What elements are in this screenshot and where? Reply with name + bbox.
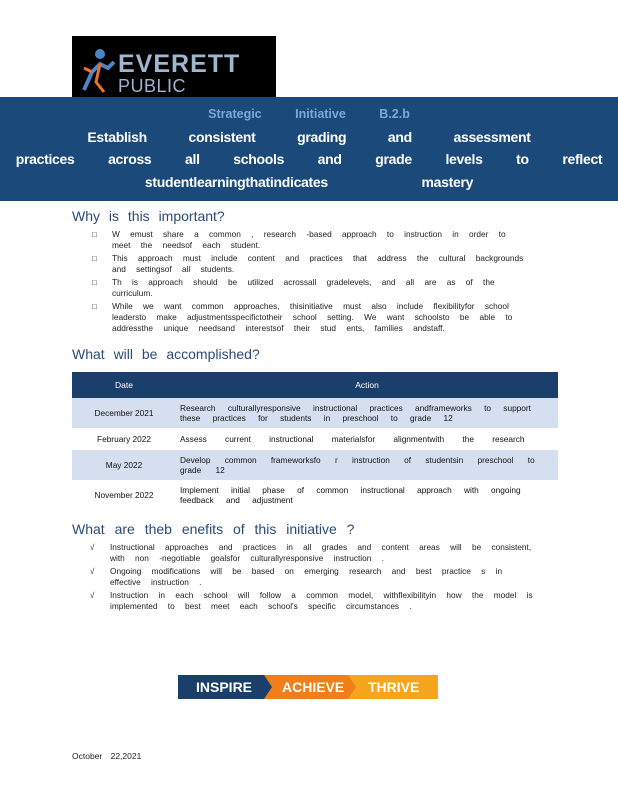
column-header-date: Date <box>72 372 176 398</box>
banner-line-3: studentlearningthatindicates mastery <box>144 174 474 190</box>
table-row <box>72 450 558 480</box>
row-action: Assess current instructional materialsfor alignmentwith the research <box>176 428 558 450</box>
banner-line-1: Establish consistent grading and assessment <box>87 129 531 145</box>
row-date: February 2022 <box>72 428 176 450</box>
action-table <box>72 372 558 510</box>
column-header-action: Action <box>176 372 558 398</box>
row-date: November 2022 <box>72 480 176 510</box>
checkbox-icon: □ <box>92 302 97 311</box>
motto-banner <box>178 675 438 699</box>
benefits-heading: What are theb enefits of this initiative ? <box>72 521 355 537</box>
checkmark-icon: √ <box>90 543 95 552</box>
list-item: □ This approach must include content and practices that address the cultural backgrounds and settingsof all students. <box>92 253 524 274</box>
row-action: Develop common frameworksfo r instruction of studentsin preschool to grade 12 <box>176 450 558 480</box>
district-logo <box>72 36 276 104</box>
table-row <box>72 480 558 510</box>
logo-title: EVERETT <box>118 50 241 78</box>
checkbox-icon: □ <box>92 278 97 287</box>
row-action: Implement initial phase of common instructional approach with ongoing feedback and adjustment <box>176 480 558 510</box>
what-heading: What will be accomplished? <box>72 346 260 362</box>
table-row <box>72 398 558 428</box>
initiative-banner <box>0 97 618 201</box>
row-date: May 2022 <box>72 450 176 480</box>
initiative-number: Strategic Initiative B.2.b <box>208 107 410 121</box>
list-item: □ W emust share a common , research -based approach to instruction in order to meet the needsof each student. <box>92 229 506 250</box>
runner-icon <box>78 46 116 96</box>
checkmark-icon: √ <box>90 567 95 576</box>
list-item: √ Ongoing modifications will be based on emerging research and best practice s in effective instruction . <box>90 566 503 587</box>
motto-word-achieve: ACHIEVE <box>282 679 345 695</box>
why-list <box>92 229 532 336</box>
list-item: □ While we want common approaches, thisinitiative must also include flexibilityfor school leadersto make adjustmentsspecifictotheir school setting. We want schoolsto be able to addressthe unique needsand interestsof their stud ents, families andstaff. <box>92 301 513 333</box>
table-row <box>72 428 558 450</box>
banner-line-2: practices across all schools and grade levels to reflect <box>15 151 603 167</box>
footer-date: October 22,2021 <box>72 751 142 761</box>
benefits-list <box>90 542 536 614</box>
row-action: Research culturallyresponsive instructional practices andframeworks to support these practices for students in preschool to grade 12 <box>176 398 558 428</box>
list-item: √ Instruction in each school will follow a common model, withflexibilityin how the model is implemented to best meet each school's specific circumstances . <box>90 590 533 611</box>
checkbox-icon: □ <box>92 254 97 263</box>
list-item: √ Instructional approaches and practices in all grades and content areas will be consistent, with non -negotiable goalsfor culturallyresponsive instruction . <box>90 542 532 563</box>
checkbox-icon: □ <box>92 230 97 239</box>
row-date: December 2021 <box>72 398 176 428</box>
motto-word-inspire: INSPIRE <box>196 679 253 695</box>
motto-word-thrive: THRIVE <box>368 679 420 695</box>
checkmark-icon: √ <box>90 591 95 600</box>
logo-subtitle: PUBLIC <box>118 76 187 96</box>
list-item: □ Th is approach should be utilized acrossall gradelevels, and all are as of the curriculum. <box>92 277 495 298</box>
why-heading: Why is this important? <box>72 208 225 224</box>
